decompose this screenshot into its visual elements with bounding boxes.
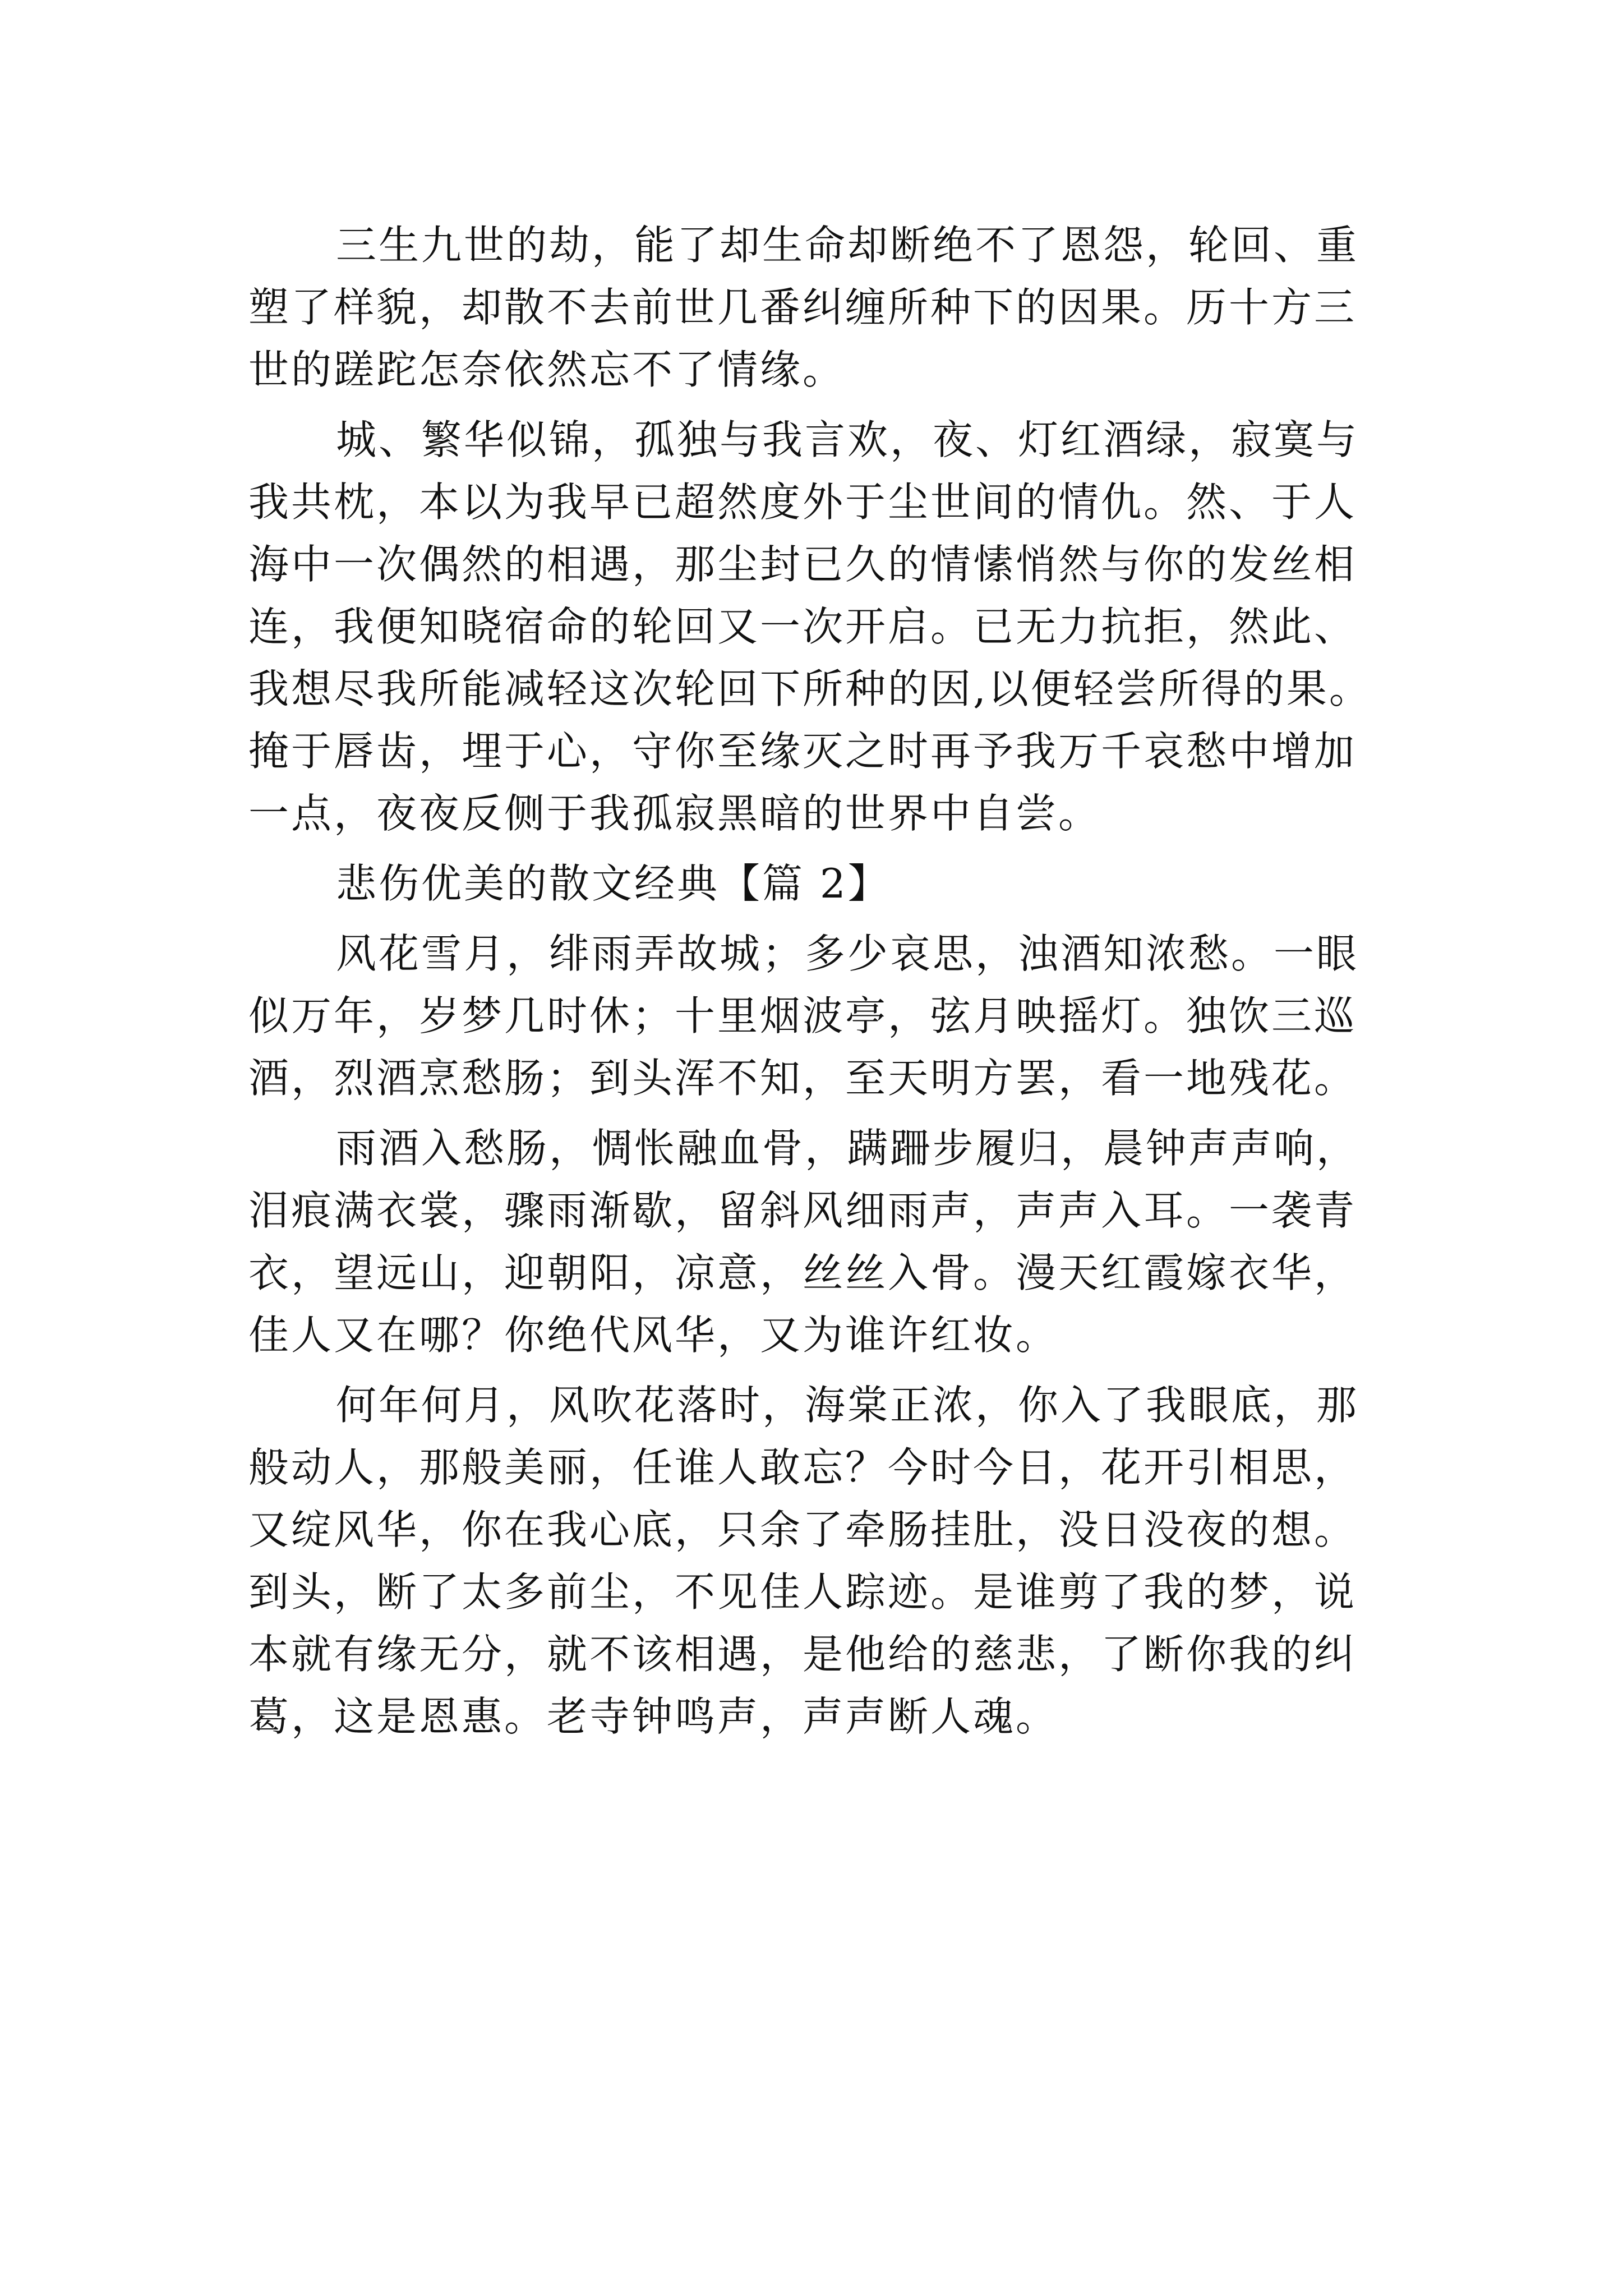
paragraph-2 bbox=[248, 409, 1384, 845]
text-line: 掩于唇齿，埋于心，守你至缘灭之时再予我万千哀愁中增加 bbox=[248, 728, 1357, 775]
text-line: 连，我便知晓宿命的轮回又一次开启。已无力抗拒，然此、 bbox=[248, 603, 1357, 650]
text-line: 又绽风华，你在我心底，只余了牵肠挂肚，没日没夜的想。 bbox=[248, 1506, 1357, 1553]
text-line: 雨酒入愁肠，惆怅融血骨，蹒跚步履归，晨钟声声响， bbox=[336, 1125, 1359, 1172]
section-heading bbox=[248, 853, 1384, 915]
text-line: 三生九世的劫，能了却生命却断绝不了恩怨，轮回、重 bbox=[336, 222, 1359, 269]
text-line: 风花雪月，绯雨弄故城；多少哀思，浊酒知浓愁。一眼 bbox=[336, 930, 1359, 977]
text-line: 泪痕满衣裳，骤雨渐歇，留斜风细雨声，声声入耳。一袭青 bbox=[248, 1187, 1357, 1234]
text-line: 本就有缘无分，就不该相遇，是他给的慈悲，了断你我的纠 bbox=[248, 1631, 1357, 1678]
text-line: 我想尽我所能减轻这次轮回下所种的因,以便轻尝所得的果。 bbox=[248, 665, 1372, 712]
text-line: 我共枕，本以为我早已超然度外于尘世间的情仇。然、于人 bbox=[248, 478, 1357, 526]
text-line: 酒，烈酒烹愁肠；到头浑不知，至天明方罢，看一地残花。 bbox=[248, 1055, 1357, 1102]
text-line: 何年何月，风吹花落时，海棠正浓，你入了我眼底，那 bbox=[336, 1382, 1359, 1429]
text-line: 海中一次偶然的相遇，那尘封已久的情愫悄然与你的发丝相 bbox=[248, 541, 1357, 588]
text-line: 一点，夜夜反侧于我孤寂黑暗的世界中自尝。 bbox=[248, 790, 1101, 837]
heading-line: 悲伤优美的散文经典【篇 2】 bbox=[336, 860, 891, 907]
text-line: 般动人，那般美丽，任谁人敢忘？今时今日，花开引相思， bbox=[248, 1444, 1357, 1491]
paragraph-5 bbox=[248, 1374, 1384, 1748]
paragraph-4 bbox=[248, 1117, 1384, 1366]
text-line: 塑了样貌，却散不去前世几番纠缠所种下的因果。历十方三 bbox=[248, 284, 1357, 331]
text-line: 衣，望远山，迎朝阳，凉意，丝丝入骨。漫天红霞嫁衣华， bbox=[248, 1249, 1357, 1296]
text-line: 似万年，岁梦几时休；十里烟波亭，弦月映摇灯。独饮三巡 bbox=[248, 992, 1357, 1039]
document-body bbox=[248, 214, 1384, 1756]
text-line: 佳人又在哪？你绝代风华，又为谁许红妆。 bbox=[248, 1312, 1059, 1359]
paragraph-3 bbox=[248, 923, 1384, 1110]
text-line: 到头，断了太多前尘，不见佳人踪迹。是谁剪了我的梦，说 bbox=[248, 1568, 1357, 1616]
text-line: 城、繁华似锦，孤独与我言欢，夜、灯红酒绿，寂寞与 bbox=[336, 416, 1359, 463]
text-line: 世的蹉跎怎奈依然忘不了情缘。 bbox=[248, 346, 846, 393]
text-line: 葛，这是恩惠。老寺钟鸣声，声声断人魂。 bbox=[248, 1693, 1059, 1740]
paragraph-1 bbox=[248, 214, 1384, 401]
